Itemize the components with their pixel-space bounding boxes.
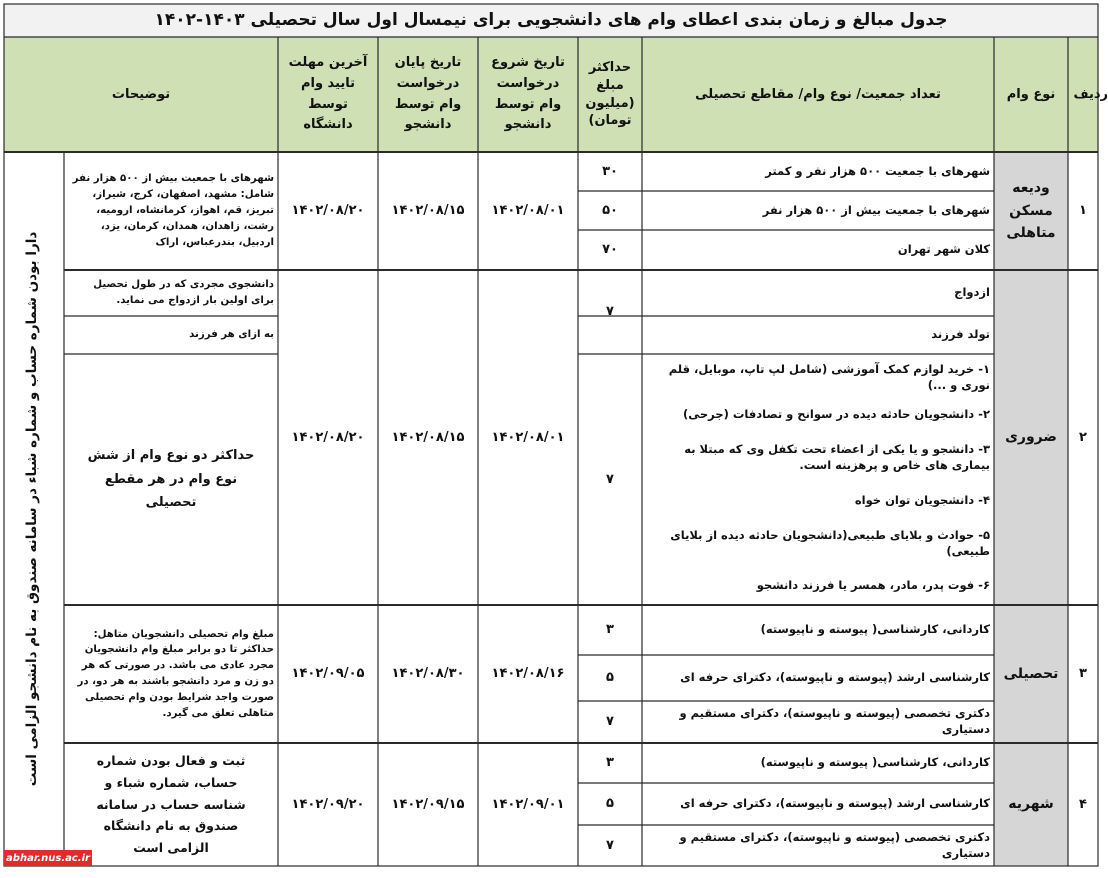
category-item: شهرهای با جمعیت بیش از ۵۰۰ هزار نفر bbox=[762, 202, 990, 217]
row-number: ۳ bbox=[1079, 666, 1087, 682]
row-number: ۲ bbox=[1079, 429, 1087, 445]
header-notes: توضیحات bbox=[111, 86, 171, 102]
amount-value: ۵ bbox=[606, 796, 614, 812]
header-loan-type: نوع وام bbox=[1006, 86, 1056, 102]
request-start-date: ۱۴۰۲/۰۸/۰۱ bbox=[491, 429, 565, 445]
category-item: کلان شهر تهران bbox=[897, 242, 990, 257]
category-item: شهرهای با جمعیت ۵۰۰ هزار نفر و کمتر bbox=[765, 163, 990, 178]
category-item: کارشناسی ارشد (پیوسته و ناپیوسته)، دکترای حرفه ای bbox=[680, 670, 990, 685]
amount-value: ۷ bbox=[606, 714, 614, 730]
amount-value: ۷۰ bbox=[602, 242, 618, 258]
approval-deadline-date: ۱۴۰۲/۰۹/۲۰ bbox=[291, 796, 365, 812]
amount-value: ۷ bbox=[606, 304, 614, 320]
request-start-date: ۱۴۰۲/۰۹/۰۱ bbox=[491, 796, 565, 812]
category-item: ۳- دانشجو و یا یکی از اعضاء تحت تکفل وی که مبتلا به بیماری های خاص و پرهزینه است. bbox=[684, 442, 990, 472]
category-item: ۵- حوادث و بلایای طبیعی(دانشجویان حادثه دیده از بلایای طبیعی) bbox=[670, 528, 990, 558]
category-item: ۴- دانشجویان توان خواه bbox=[854, 493, 990, 508]
row-note-other: حداکثر دو نوع وام از شش نوع وام در هر مقطع تحصیلی bbox=[87, 448, 255, 511]
request-end-date: ۱۴۰۲/۰۸/۳۰ bbox=[391, 666, 465, 682]
amount-value: ۳۰ bbox=[602, 163, 618, 179]
header-request-start: تاریخ شروع درخواست وام توسط دانشجو bbox=[491, 54, 565, 133]
request-end-date: ۱۴۰۲/۰۹/۱۵ bbox=[391, 796, 465, 812]
amount-value: ۵ bbox=[606, 670, 614, 686]
header-row-number: ردیف bbox=[1073, 86, 1108, 102]
row-note: مبلغ وام تحصیلی دانشجویان متاهل: حداکثر تا دو برابر مبلغ وام دانشجویان مجرد عادی می باشد. در صورتی که هر دو زن و مرد دانشجو باشند به هر دو، در صورت واجد شرایط بودن وام تحصیلی متاهلی تعلق می گیرد. bbox=[77, 628, 274, 719]
request-start-date: ۱۴۰۲/۰۸/۱۶ bbox=[491, 666, 565, 682]
category-item: کاردانی، کارشناسی( پیوسته و ناپیوسته) bbox=[760, 622, 990, 637]
side-note-vertical bbox=[4, 152, 60, 866]
category-item: کارشناسی ارشد (پیوسته و ناپیوسته)، دکترای حرفه ای bbox=[680, 796, 990, 811]
header-request-end: تاریخ پایان درخواست وام توسط دانشجو bbox=[394, 54, 462, 133]
category-item: ۶- فوت پدر، مادر، همسر یا فرزند دانشجو bbox=[756, 578, 990, 593]
row-number: ۴ bbox=[1079, 796, 1087, 812]
header-approval-deadline: آخرین مهلت تایید وام توسط دانشگاه bbox=[288, 54, 368, 133]
table-title: جدول مبالغ و زمان بندی اعطای وام های دانشجویی برای نیمسال اول سال تحصیلی ۱۴۰۳-۱۴۰۲ bbox=[154, 10, 948, 31]
category-item: ازدواج bbox=[954, 285, 990, 300]
category-item: ۲- دانشجویان حادثه دیده در سوانح و تصادفات (جرحی) bbox=[683, 407, 990, 422]
site-watermark: abhar.nus.ac.ir bbox=[4, 850, 92, 866]
approval-deadline-date: ۱۴۰۲/۰۸/۲۰ bbox=[291, 203, 365, 219]
row-note-child: به ازای هر فرزند bbox=[189, 329, 274, 341]
request-end-date: ۱۴۰۲/۰۸/۱۵ bbox=[391, 429, 465, 445]
category-item: ۱- خرید لوازم کمک آموزشی (شامل لپ تاپ، موبایل، قلم نوری و ...) bbox=[668, 362, 990, 392]
amount-value: ۷ bbox=[606, 837, 614, 853]
row-note-marriage: دانشجوی مجردی که در طول تحصیل برای اولین بار ازدواج می نماید. bbox=[93, 279, 274, 306]
amount-value: ۳ bbox=[606, 755, 614, 771]
amount-value: ۷ bbox=[606, 471, 614, 487]
loan-type-label: ضروری bbox=[1005, 429, 1057, 446]
row-number: ۱ bbox=[1079, 203, 1087, 219]
loan-type-label: تحصیلی bbox=[1003, 665, 1059, 682]
row-note: شهرهای با جمعیت بیش از ۵۰۰ هزار نفر شامل: مشهد، اصفهان، کرج، شیراز، تبریز، قم، اهواز، کرمانشاه، ارومیه، رشت، زاهدان، همدان، کرمان، یزد، اردبیل، بندرعباس، اراک bbox=[72, 173, 274, 248]
loan-type-label: ودیعه مسکن متاهلی bbox=[1006, 180, 1056, 242]
side-note-text: دارا بودن شماره حساب و شماره شباء در سامانه صندوق به نام دانشجو الزامی است bbox=[24, 231, 40, 787]
request-start-date: ۱۴۰۲/۰۸/۰۱ bbox=[491, 203, 565, 219]
request-end-date: ۱۴۰۲/۰۸/۱۵ bbox=[391, 203, 465, 219]
category-item: کاردانی، کارشناسی( پیوسته و ناپیوسته) bbox=[760, 755, 990, 770]
category-item: دکتری تخصصی (پیوسته و ناپیوسته)، دکترای مستقیم و دستیاری bbox=[679, 706, 990, 736]
row-note: ثبت و فعال بودن شماره حساب، شماره شباء و شناسه حساب در سامانه صندوق به نام دانشگاه الزامی است bbox=[96, 752, 246, 856]
header-max-amount: حداکثر مبلغ (میلیون تومان) bbox=[585, 60, 635, 129]
loan-type-label: شهریه bbox=[1008, 796, 1054, 813]
approval-deadline-date: ۱۴۰۲/۰۸/۲۰ bbox=[291, 429, 365, 445]
category-item: دکتری تخصصی (پیوسته و ناپیوسته)، دکترای مستقیم و دستیاری bbox=[679, 829, 990, 860]
amount-value: ۳ bbox=[606, 622, 614, 638]
approval-deadline-date: ۱۴۰۲/۰۹/۰۵ bbox=[291, 666, 365, 682]
amount-value: ۵۰ bbox=[602, 202, 618, 218]
header-categories: تعداد جمعیت/ نوع وام/ مقاطع تحصیلی bbox=[695, 86, 941, 102]
category-item: تولد فرزند bbox=[931, 327, 990, 342]
